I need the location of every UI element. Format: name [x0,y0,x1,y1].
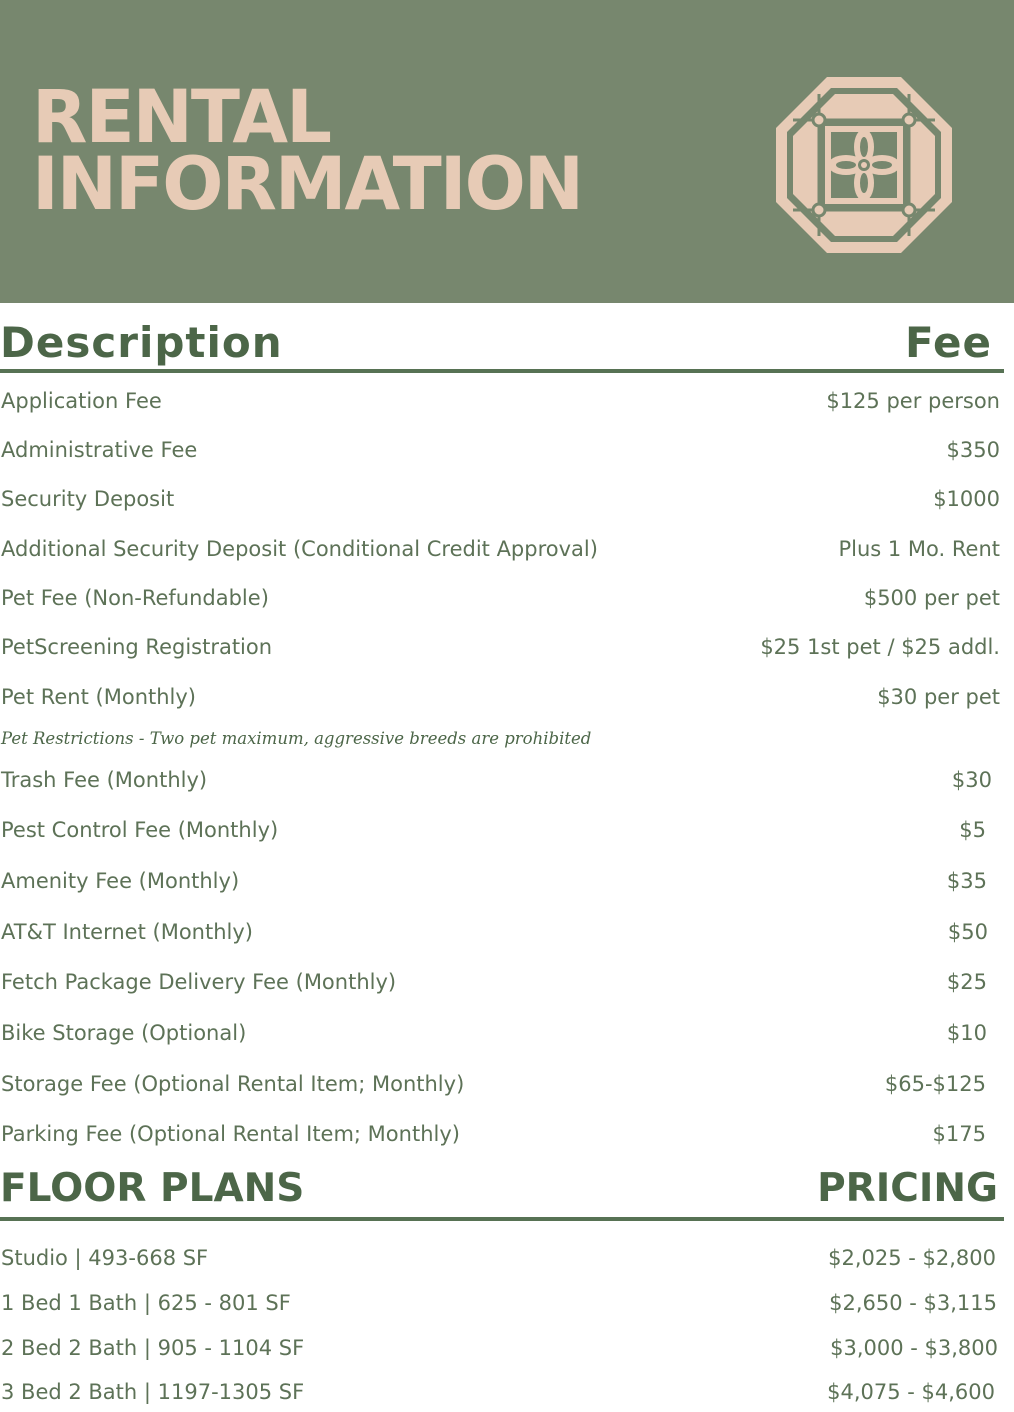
floor-plan-price: $2,025 - $2,800 [828,1246,996,1270]
title-line-2: INFORMATION [32,140,583,227]
fee-row [0,586,1000,618]
fee-row [0,635,1000,667]
floor-plan-name: 3 Bed 2 Bath | 1197-1305 SF [1,1380,305,1404]
fees-section-header [0,318,1006,368]
fee-amount: $175 [932,1122,986,1146]
fee-amount: $50 [947,920,988,944]
header-banner [0,0,1014,303]
fee-column-header: Fee [905,318,992,367]
fee-description: Parking Fee (Optional Rental Item; Monthly) [1,1122,460,1146]
fee-amount: $65-$125 [884,1072,986,1096]
floor-plan-name: 1 Bed 1 Bath | 625 - 801 SF [1,1291,291,1315]
fee-description: Security Deposit [1,487,175,511]
floor-plan-row [0,1380,1000,1412]
fee-amount: Plus 1 Mo. Rent [838,537,1000,561]
floor-plan-price: $4,075 - $4,600 [827,1380,995,1404]
floor-plan-row [0,1336,1000,1368]
floor-plan-price: $2,650 - $3,115 [829,1291,997,1315]
fee-row [0,438,1000,470]
floor-plans-section-header [0,1166,1006,1216]
fee-row [0,768,1000,800]
fee-row [0,1122,1000,1154]
fees-header-divider [0,369,1004,373]
fee-row [0,1021,1000,1053]
fee-row [0,970,1000,1002]
fee-description: Pest Control Fee (Monthly) [1,818,279,842]
pet-restrictions-note: Pet Restrictions - Two pet maximum, aggressive breeds are prohibited [1,729,592,748]
fee-row [0,1072,1000,1104]
page-title [32,73,583,227]
floor-plan-price: $3,000 - $3,800 [830,1336,998,1360]
fee-row [0,920,1000,952]
fee-row [0,685,1000,717]
fee-amount: $500 per pet [863,586,1000,610]
floor-plans-header-divider [0,1217,1004,1221]
fee-amount: $25 1st pet / $25 addl. [760,635,1000,659]
fee-row [0,818,1000,850]
title-line-1: RENTAL [32,73,331,160]
fee-amount: $350 [946,438,1000,462]
fee-description: Amenity Fee (Monthly) [1,869,240,893]
floor-plan-name: Studio | 493-668 SF [1,1246,209,1270]
fee-description: Storage Fee (Optional Rental Item; Monthly) [1,1072,465,1096]
fee-description: Additional Security Deposit (Conditional Credit Approval) [1,537,598,561]
fee-description: Fetch Package Delivery Fee (Monthly) [1,970,397,994]
fee-amount: $1000 [933,487,1000,511]
floor-plans-column-header: FLOOR PLANS [0,1166,305,1211]
fee-description: Bike Storage (Optional) [1,1021,247,1045]
octagon-flower-emblem-icon [773,74,955,256]
fee-description: PetScreening Registration [1,635,273,659]
floor-plan-name: 2 Bed 2 Bath | 905 - 1104 SF [1,1336,305,1360]
fee-description: Pet Fee (Non-Refundable) [1,586,269,610]
fee-amount: $125 per person [826,389,1000,413]
fee-description: AT&T Internet (Monthly) [1,920,253,944]
fee-amount: $35 [946,869,987,893]
fee-description: Pet Rent (Monthly) [1,685,196,709]
fee-row [0,389,1000,421]
fee-amount: $25 [946,970,987,994]
fee-amount: $10 [946,1021,987,1045]
description-column-header: Description [0,318,283,367]
fee-description: Administrative Fee [1,438,198,462]
fee-description: Application Fee [1,389,162,413]
fee-amount: $5 [959,818,986,842]
fee-amount: $30 [951,768,992,792]
fee-row [0,537,1000,569]
fee-row [0,869,1000,901]
fee-description: Trash Fee (Monthly) [1,768,208,792]
floor-plan-row [0,1291,1000,1323]
floor-plan-row [0,1246,1000,1278]
fee-row [0,487,1000,519]
pricing-column-header: PRICING [817,1166,998,1211]
fee-amount: $30 per pet [877,685,1000,709]
